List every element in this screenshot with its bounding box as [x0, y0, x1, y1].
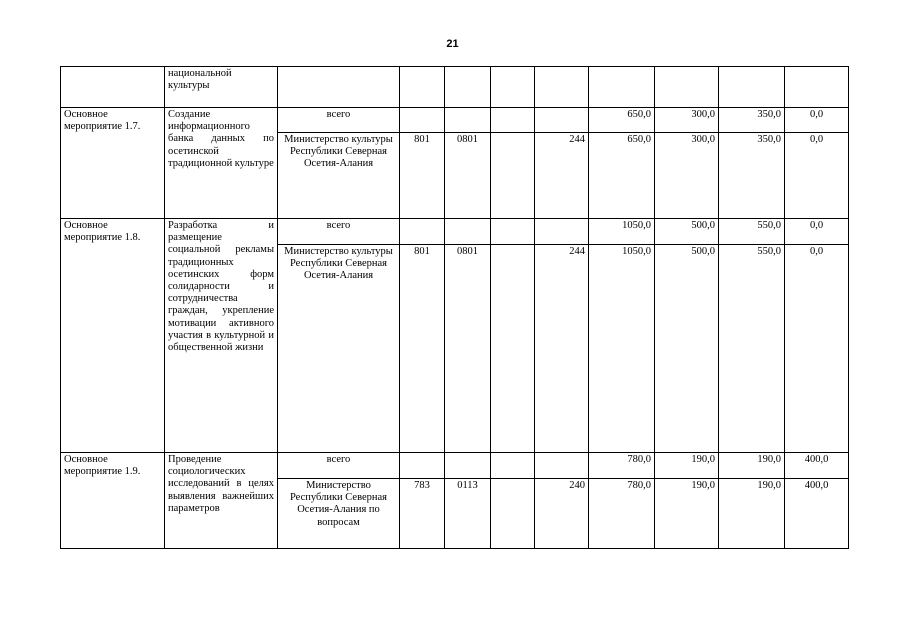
- cell-vr: 240: [535, 479, 589, 549]
- cell-csr: [491, 479, 535, 549]
- cell-value: 500,0: [655, 219, 719, 245]
- cell-value: 190,0: [719, 479, 785, 549]
- cell-executor: Министерство Республики Северная Осетия-Алания по вопросам: [278, 479, 400, 549]
- cell-grbs: 783: [400, 479, 445, 549]
- cell-event: Основное мероприятие 1.7.: [61, 108, 165, 219]
- page-number: 21: [446, 38, 459, 50]
- cell-value: 190,0: [655, 453, 719, 479]
- cell-value: 0,0: [785, 245, 849, 453]
- cell-value: 0,0: [785, 108, 849, 133]
- cell-vr: 244: [535, 133, 589, 219]
- cell-rzpr: 0113: [445, 479, 491, 549]
- cell-value: 1050,0: [589, 245, 655, 453]
- cell-executor: Министерство культуры Республики Северная Осетия-Алания: [278, 133, 400, 219]
- cell-grbs: 801: [400, 133, 445, 219]
- cell-name: Проведение социологических исследований в целях выявления важнейших параметров: [165, 453, 278, 549]
- cell-value: 190,0: [719, 453, 785, 479]
- cell-value: 650,0: [589, 133, 655, 219]
- cell-grbs: 801: [400, 245, 445, 453]
- cell-event: [61, 67, 165, 108]
- cell-name: национальной культуры: [165, 67, 278, 108]
- cell-total-label: всего: [278, 453, 400, 479]
- cell-value: 300,0: [655, 108, 719, 133]
- cell-value: 550,0: [719, 245, 785, 453]
- cell-value: 500,0: [655, 245, 719, 453]
- cell-rzpr: 0801: [445, 133, 491, 219]
- cell-value: 0,0: [785, 133, 849, 219]
- cell-event: Основное мероприятие 1.8.: [61, 219, 165, 453]
- cell-value: 190,0: [655, 479, 719, 549]
- cell-name: Создание информационного банка данных по осетинской традиционной культуре: [165, 108, 278, 219]
- cell-event: Основное мероприятие 1.9.: [61, 453, 165, 549]
- cell-value: 400,0: [785, 479, 849, 549]
- cell-value: 780,0: [589, 453, 655, 479]
- cell-value: 400,0: [785, 453, 849, 479]
- cell-value: 350,0: [719, 133, 785, 219]
- cell-value: 550,0: [719, 219, 785, 245]
- table-row: [61, 219, 849, 245]
- cell-total-label: всего: [278, 108, 400, 133]
- cell-vr: 244: [535, 245, 589, 453]
- budget-table: [60, 66, 849, 549]
- cell-name: Разработка и размещение социальной рекламы традиционных осетинских форм солидарности и сотрудничества граждан, укрепление мотивации активного участия в культурной и общественной жизни: [165, 219, 278, 453]
- cell-value: 780,0: [589, 479, 655, 549]
- cell-csr: [491, 133, 535, 219]
- cell-value: 0,0: [785, 219, 849, 245]
- cell-value: 300,0: [655, 133, 719, 219]
- cell-csr: [491, 245, 535, 453]
- table-row-continued: [61, 67, 849, 108]
- cell-rzpr: 0801: [445, 245, 491, 453]
- cell-value: 650,0: [589, 108, 655, 133]
- cell-total-label: всего: [278, 219, 400, 245]
- table-row: [61, 453, 849, 479]
- cell-value: 1050,0: [589, 219, 655, 245]
- cell-executor: Министерство культуры Республики Северная Осетия-Алания: [278, 245, 400, 453]
- cell-executor: [278, 67, 400, 108]
- table-row: [61, 108, 849, 133]
- cell-value: 350,0: [719, 108, 785, 133]
